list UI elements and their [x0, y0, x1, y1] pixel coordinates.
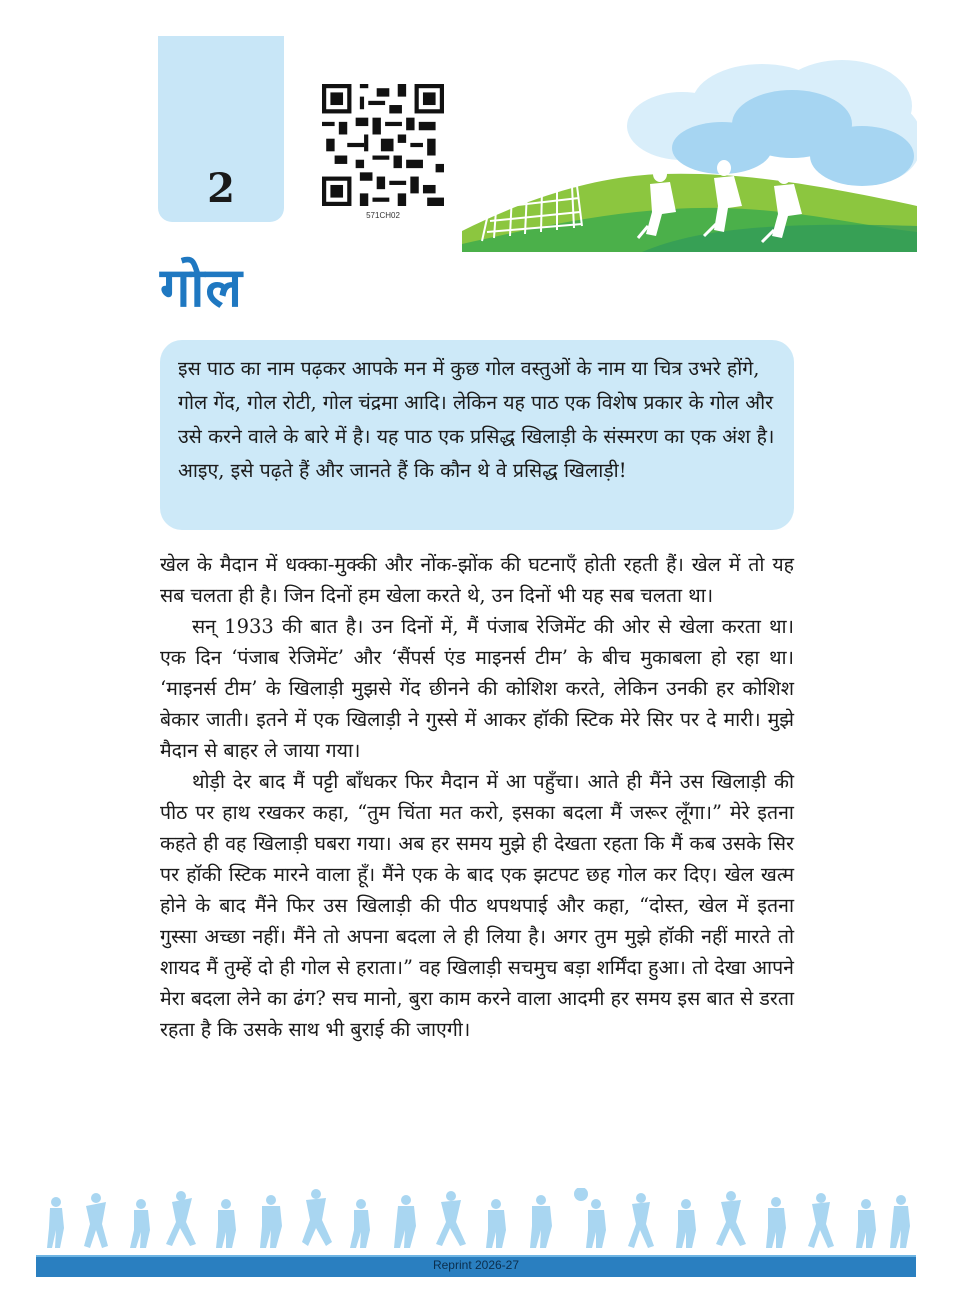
story-body — [160, 549, 794, 1045]
paragraph: थोड़ी देर बाद मैं पट्टी बाँधकर फिर मैदान में आ पहुँचा। आते ही मैंने उस खिलाड़ी की पीठ पर हाथ रखकर कहा, “तुम चिंता मत करो, इसका बदला मैं जरूर लूँगा।” मेरे इतना कहते ही वह खिलाड़ी घबरा गया। अब हर समय मुझे ही देखता रहता कि मैं कब उसके सिर पर हॉकी स्टिक मारने वाला हूँ। मैंने एक के बाद एक झटपट छह गोल कर दिए। खेल खत्म होने के बाद मैंने फिर उस खिलाड़ी की पीठ थपथपाई और कहा, “दोस्त, खेल में इतना गुस्सा अच्छा नहीं। मैंने तो अपना बदला ले ही लिया है। अगर तुम मुझे हॉकी नहीं मारते तो शायद मैं तुम्हें दो ही गोल से हराता।” वह खिलाड़ी सचमुच बड़ा शर्मिंदा हुआ। तो देखा आपने मेरा बदला लेने का ढंग? सच मानो, बुरा काम करने वाला आदमी हर समय इस बात से डरता रहता है कि उसके साथ भी बुराई की जाएगी। — [160, 770, 794, 1041]
intro-text: इस पाठ का नाम पढ़कर आपके मन में कुछ गोल वस्तुओं के नाम या चित्र उभरे होंगे, गोल गेंद, गोल रोटी, गोल चंद्रमा आदि। लेकिन यह पाठ एक विशेष प्रकार के गोल और उसे करने वाले के बारे में है। यह पाठ एक प्रसिद्ध खिलाड़ी के संस्मरण का एक अंश है। आइए, इसे पढ़ते हैं और जानते हैं कि कौन थे वे प्रसिद्ध खिलाड़ी! — [178, 357, 775, 482]
chapter-number: 2 — [207, 165, 235, 212]
reprint-label: Reprint 2026-27 — [432, 1258, 520, 1272]
chapter-number-box — [158, 36, 284, 222]
children-silhouettes-decoration — [36, 1188, 916, 1250]
qr-code-icon — [322, 84, 444, 206]
chapter-title: गोल — [160, 256, 243, 319]
intro-box — [160, 340, 794, 530]
footer-bar — [36, 1255, 916, 1277]
hockey-banner-illustration — [462, 56, 917, 252]
paragraph: खेल के मैदान में धक्का-मुक्की और नोंक-झोंक की घटनाएँ होती रहती हैं। खेल में तो यह सब चलता ही है। जिन दिनों हम खेला करते थे, उन दिनों भी यह सब चलता था। — [160, 553, 794, 607]
qr-code-label: 571CH02 — [366, 211, 400, 220]
paragraph: सन् 1933 की बात है। उन दिनों में, मैं पंजाब रेजिमेंट की ओर से खेला करता था। एक दिन ‘पंजाब रेजिमेंट’ और ‘सैंपर्स एंड माइनर्स टीम’ के बीच मुकाबला हो रहा था। ‘माइनर्स टीम’ के खिलाड़ी मुझसे गेंद छीनने की कोशिश करते, लेकिन उनकी हर कोशिश बेकार जाती। इतने में एक खिलाड़ी ने गुस्से में आकर हॉकी स्टिक मेरे सिर पर दे मारी। मुझे मैदान से बाहर ले जाया गया। — [160, 615, 794, 762]
